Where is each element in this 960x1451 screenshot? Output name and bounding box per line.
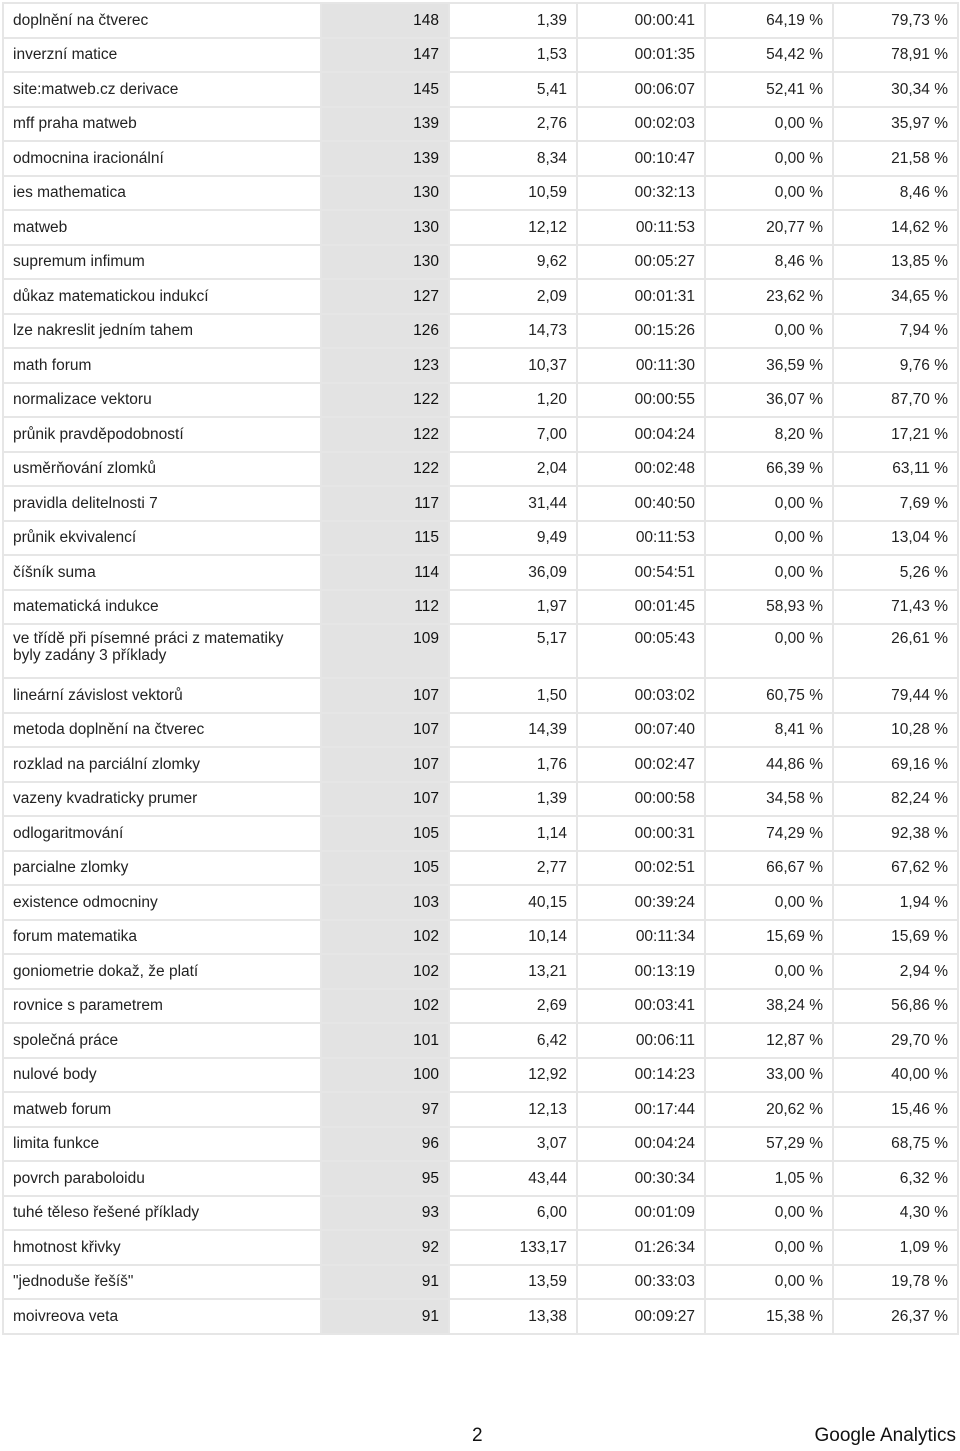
visits-cell: 127 [321, 279, 449, 314]
bounce-rate-cell: 30,34 % [833, 72, 958, 107]
visits-cell: 101 [321, 1023, 449, 1058]
table-row [3, 3, 958, 38]
bounce-rate-cell: 40,00 % [833, 1058, 958, 1093]
pages-per-visit-cell: 2,77 [449, 851, 577, 886]
bounce-rate-cell: 35,97 % [833, 107, 958, 142]
table-row [3, 38, 958, 73]
new-visits-cell: 36,07 % [705, 383, 833, 418]
visits-cell: 148 [321, 3, 449, 38]
visits-cell: 107 [321, 713, 449, 748]
visits-cell: 122 [321, 417, 449, 452]
keyword-cell: "jednoduše řešíš" [3, 1265, 321, 1300]
table-row [3, 1230, 958, 1265]
new-visits-cell: 52,41 % [705, 72, 833, 107]
visits-cell: 123 [321, 348, 449, 383]
visits-cell: 126 [321, 314, 449, 349]
new-visits-cell: 15,69 % [705, 920, 833, 955]
keyword-cell: metoda doplnění na čtverec [3, 713, 321, 748]
bounce-rate-cell: 56,86 % [833, 989, 958, 1024]
table-body [3, 3, 958, 1334]
pages-per-visit-cell: 36,09 [449, 555, 577, 590]
pages-per-visit-cell: 3,07 [449, 1127, 577, 1162]
new-visits-cell: 8,46 % [705, 245, 833, 280]
keyword-cell: normalizace vektoru [3, 383, 321, 418]
avg-duration-cell: 00:54:51 [577, 555, 705, 590]
visits-cell: 115 [321, 521, 449, 556]
avg-duration-cell: 00:05:43 [577, 624, 705, 678]
pages-per-visit-cell: 8,34 [449, 141, 577, 176]
keyword-cell: odmocnina iracionální [3, 141, 321, 176]
bounce-rate-cell: 7,94 % [833, 314, 958, 349]
table-row [3, 279, 958, 314]
keyword-cell: goniometrie dokaž, že platí [3, 954, 321, 989]
avg-duration-cell: 00:00:41 [577, 3, 705, 38]
table-row [3, 452, 958, 487]
avg-duration-cell: 00:00:55 [577, 383, 705, 418]
new-visits-cell: 38,24 % [705, 989, 833, 1024]
avg-duration-cell: 00:13:19 [577, 954, 705, 989]
keyword-cell: forum matematika [3, 920, 321, 955]
table-row [3, 383, 958, 418]
visits-cell: 103 [321, 885, 449, 920]
table-row [3, 348, 958, 383]
table-row [3, 521, 958, 556]
pages-per-visit-cell: 7,00 [449, 417, 577, 452]
table-row [3, 989, 958, 1024]
bounce-rate-cell: 68,75 % [833, 1127, 958, 1162]
avg-duration-cell: 00:09:27 [577, 1299, 705, 1334]
visits-cell: 147 [321, 38, 449, 73]
bounce-rate-cell: 13,85 % [833, 245, 958, 280]
footer-brand: Google Analytics [814, 1425, 956, 1446]
keyword-cell: matweb [3, 210, 321, 245]
visits-cell: 102 [321, 920, 449, 955]
bounce-rate-cell: 63,11 % [833, 452, 958, 487]
keyword-cell: matweb forum [3, 1092, 321, 1127]
bounce-rate-cell: 9,76 % [833, 348, 958, 383]
pages-per-visit-cell: 1,39 [449, 782, 577, 817]
table-row [3, 72, 958, 107]
table-row [3, 1058, 958, 1093]
avg-duration-cell: 00:00:31 [577, 816, 705, 851]
new-visits-cell: 0,00 % [705, 555, 833, 590]
table-row [3, 590, 958, 625]
table-row [3, 486, 958, 521]
bounce-rate-cell: 29,70 % [833, 1023, 958, 1058]
pages-per-visit-cell: 5,41 [449, 72, 577, 107]
keyword-cell: limita funkce [3, 1127, 321, 1162]
table-row [3, 245, 958, 280]
keyword-cell: lze nakreslit jedním tahem [3, 314, 321, 349]
avg-duration-cell: 00:40:50 [577, 486, 705, 521]
table-row [3, 816, 958, 851]
visits-cell: 122 [321, 383, 449, 418]
new-visits-cell: 57,29 % [705, 1127, 833, 1162]
bounce-rate-cell: 78,91 % [833, 38, 958, 73]
new-visits-cell: 20,62 % [705, 1092, 833, 1127]
bounce-rate-cell: 67,62 % [833, 851, 958, 886]
new-visits-cell: 0,00 % [705, 176, 833, 211]
new-visits-cell: 8,20 % [705, 417, 833, 452]
new-visits-cell: 36,59 % [705, 348, 833, 383]
keyword-cell: mff praha matweb [3, 107, 321, 142]
table-row [3, 1161, 958, 1196]
bounce-rate-cell: 69,16 % [833, 747, 958, 782]
visits-cell: 91 [321, 1265, 449, 1300]
new-visits-cell: 34,58 % [705, 782, 833, 817]
keyword-cell: průnik ekvivalencí [3, 521, 321, 556]
keyword-cell: math forum [3, 348, 321, 383]
bounce-rate-cell: 13,04 % [833, 521, 958, 556]
new-visits-cell: 66,39 % [705, 452, 833, 487]
avg-duration-cell: 00:06:11 [577, 1023, 705, 1058]
bounce-rate-cell: 71,43 % [833, 590, 958, 625]
table-row [3, 713, 958, 748]
avg-duration-cell: 00:11:30 [577, 348, 705, 383]
pages-per-visit-cell: 31,44 [449, 486, 577, 521]
table-row [3, 747, 958, 782]
keyword-cell: hmotnost křivky [3, 1230, 321, 1265]
avg-duration-cell: 00:04:24 [577, 417, 705, 452]
bounce-rate-cell: 1,09 % [833, 1230, 958, 1265]
bounce-rate-cell: 19,78 % [833, 1265, 958, 1300]
bounce-rate-cell: 10,28 % [833, 713, 958, 748]
keyword-cell: existence odmocniny [3, 885, 321, 920]
page-number: 2 [472, 1425, 483, 1446]
keyword-cell: site:matweb.cz derivace [3, 72, 321, 107]
new-visits-cell: 0,00 % [705, 107, 833, 142]
bounce-rate-cell: 17,21 % [833, 417, 958, 452]
keyword-cell: průnik pravděpodobností [3, 417, 321, 452]
keyword-cell: důkaz matematickou indukcí [3, 279, 321, 314]
avg-duration-cell: 00:11:53 [577, 521, 705, 556]
new-visits-cell: 0,00 % [705, 1230, 833, 1265]
visits-cell: 130 [321, 245, 449, 280]
pages-per-visit-cell: 9,62 [449, 245, 577, 280]
new-visits-cell: 20,77 % [705, 210, 833, 245]
new-visits-cell: 64,19 % [705, 3, 833, 38]
pages-per-visit-cell: 1,50 [449, 678, 577, 713]
bounce-rate-cell: 82,24 % [833, 782, 958, 817]
keyword-cell: číšník suma [3, 555, 321, 590]
avg-duration-cell: 01:26:34 [577, 1230, 705, 1265]
avg-duration-cell: 00:01:31 [577, 279, 705, 314]
new-visits-cell: 0,00 % [705, 486, 833, 521]
avg-duration-cell: 00:11:53 [577, 210, 705, 245]
bounce-rate-cell: 15,69 % [833, 920, 958, 955]
pages-per-visit-cell: 10,37 [449, 348, 577, 383]
table-row [3, 1023, 958, 1058]
bounce-rate-cell: 7,69 % [833, 486, 958, 521]
visits-cell: 145 [321, 72, 449, 107]
avg-duration-cell: 00:02:48 [577, 452, 705, 487]
pages-per-visit-cell: 10,59 [449, 176, 577, 211]
bounce-rate-cell: 6,32 % [833, 1161, 958, 1196]
visits-cell: 107 [321, 747, 449, 782]
avg-duration-cell: 00:03:41 [577, 989, 705, 1024]
visits-cell: 91 [321, 1299, 449, 1334]
pages-per-visit-cell: 1,20 [449, 383, 577, 418]
keyword-cell: nulové body [3, 1058, 321, 1093]
bounce-rate-cell: 5,26 % [833, 555, 958, 590]
bounce-rate-cell: 4,30 % [833, 1196, 958, 1231]
pages-per-visit-cell: 12,92 [449, 1058, 577, 1093]
keyword-cell: supremum infimum [3, 245, 321, 280]
pages-per-visit-cell: 13,38 [449, 1299, 577, 1334]
new-visits-cell: 66,67 % [705, 851, 833, 886]
new-visits-cell: 54,42 % [705, 38, 833, 73]
bounce-rate-cell: 87,70 % [833, 383, 958, 418]
visits-cell: 96 [321, 1127, 449, 1162]
page-footer [0, 1425, 960, 1451]
visits-cell: 130 [321, 176, 449, 211]
keyword-cell: lineární závislost vektorů [3, 678, 321, 713]
new-visits-cell: 58,93 % [705, 590, 833, 625]
pages-per-visit-cell: 9,49 [449, 521, 577, 556]
new-visits-cell: 8,41 % [705, 713, 833, 748]
avg-duration-cell: 00:00:58 [577, 782, 705, 817]
keyword-cell: společná práce [3, 1023, 321, 1058]
avg-duration-cell: 00:10:47 [577, 141, 705, 176]
new-visits-cell: 33,00 % [705, 1058, 833, 1093]
bounce-rate-cell: 92,38 % [833, 816, 958, 851]
table-row [3, 210, 958, 245]
new-visits-cell: 23,62 % [705, 279, 833, 314]
bounce-rate-cell: 2,94 % [833, 954, 958, 989]
bounce-rate-cell: 14,62 % [833, 210, 958, 245]
table-row [3, 782, 958, 817]
pages-per-visit-cell: 10,14 [449, 920, 577, 955]
pages-per-visit-cell: 14,73 [449, 314, 577, 349]
keyword-cell: inverzní matice [3, 38, 321, 73]
bounce-rate-cell: 21,58 % [833, 141, 958, 176]
visits-cell: 93 [321, 1196, 449, 1231]
keyword-cell: ve třídě při písemné práci z matematiky byly zadány 3 příklady [3, 624, 321, 678]
table-row [3, 920, 958, 955]
avg-duration-cell: 00:07:40 [577, 713, 705, 748]
new-visits-cell: 1,05 % [705, 1161, 833, 1196]
pages-per-visit-cell: 1,14 [449, 816, 577, 851]
avg-duration-cell: 00:02:51 [577, 851, 705, 886]
table-row [3, 1127, 958, 1162]
pages-per-visit-cell: 14,39 [449, 713, 577, 748]
avg-duration-cell: 00:01:35 [577, 38, 705, 73]
avg-duration-cell: 00:32:13 [577, 176, 705, 211]
pages-per-visit-cell: 13,21 [449, 954, 577, 989]
keyword-cell: pravidla delitelnosti 7 [3, 486, 321, 521]
pages-per-visit-cell: 2,04 [449, 452, 577, 487]
visits-cell: 102 [321, 989, 449, 1024]
avg-duration-cell: 00:05:27 [577, 245, 705, 280]
table-row [3, 555, 958, 590]
new-visits-cell: 15,38 % [705, 1299, 833, 1334]
visits-cell: 105 [321, 851, 449, 886]
pages-per-visit-cell: 13,59 [449, 1265, 577, 1300]
table-row [3, 1196, 958, 1231]
table-row [3, 624, 958, 678]
visits-cell: 139 [321, 141, 449, 176]
avg-duration-cell: 00:14:23 [577, 1058, 705, 1093]
bounce-rate-cell: 34,65 % [833, 279, 958, 314]
new-visits-cell: 0,00 % [705, 141, 833, 176]
bounce-rate-cell: 8,46 % [833, 176, 958, 211]
avg-duration-cell: 00:04:24 [577, 1127, 705, 1162]
pages-per-visit-cell: 1,76 [449, 747, 577, 782]
visits-cell: 92 [321, 1230, 449, 1265]
avg-duration-cell: 00:17:44 [577, 1092, 705, 1127]
new-visits-cell: 74,29 % [705, 816, 833, 851]
new-visits-cell: 0,00 % [705, 1196, 833, 1231]
table-row [3, 885, 958, 920]
visits-cell: 102 [321, 954, 449, 989]
visits-cell: 112 [321, 590, 449, 625]
avg-duration-cell: 00:01:45 [577, 590, 705, 625]
pages-per-visit-cell: 6,42 [449, 1023, 577, 1058]
visits-cell: 139 [321, 107, 449, 142]
bounce-rate-cell: 1,94 % [833, 885, 958, 920]
pages-per-visit-cell: 2,76 [449, 107, 577, 142]
keyword-cell: usměrňování zlomků [3, 452, 321, 487]
keyword-cell: moivreova veta [3, 1299, 321, 1334]
visits-cell: 95 [321, 1161, 449, 1196]
bounce-rate-cell: 79,73 % [833, 3, 958, 38]
keyword-stats-table [2, 2, 959, 1335]
visits-cell: 122 [321, 452, 449, 487]
pages-per-visit-cell: 43,44 [449, 1161, 577, 1196]
avg-duration-cell: 00:01:09 [577, 1196, 705, 1231]
pages-per-visit-cell: 1,97 [449, 590, 577, 625]
avg-duration-cell: 00:06:07 [577, 72, 705, 107]
pages-per-visit-cell: 12,13 [449, 1092, 577, 1127]
visits-cell: 105 [321, 816, 449, 851]
pages-per-visit-cell: 5,17 [449, 624, 577, 678]
visits-cell: 109 [321, 624, 449, 678]
pages-per-visit-cell: 2,69 [449, 989, 577, 1024]
keyword-cell: odlogaritmování [3, 816, 321, 851]
new-visits-cell: 44,86 % [705, 747, 833, 782]
bounce-rate-cell: 15,46 % [833, 1092, 958, 1127]
avg-duration-cell: 00:33:03 [577, 1265, 705, 1300]
pages-per-visit-cell: 1,53 [449, 38, 577, 73]
table-row [3, 678, 958, 713]
keyword-cell: doplnění na čtverec [3, 3, 321, 38]
bounce-rate-cell: 26,37 % [833, 1299, 958, 1334]
pages-per-visit-cell: 1,39 [449, 3, 577, 38]
new-visits-cell: 0,00 % [705, 885, 833, 920]
table-row [3, 851, 958, 886]
table-row [3, 141, 958, 176]
visits-cell: 100 [321, 1058, 449, 1093]
table-row [3, 176, 958, 211]
table-row [3, 1265, 958, 1300]
bounce-rate-cell: 26,61 % [833, 624, 958, 678]
avg-duration-cell: 00:11:34 [577, 920, 705, 955]
visits-cell: 97 [321, 1092, 449, 1127]
keyword-cell: ies mathematica [3, 176, 321, 211]
keyword-cell: rozklad na parciální zlomky [3, 747, 321, 782]
keyword-cell: rovnice s parametrem [3, 989, 321, 1024]
table-row [3, 107, 958, 142]
pages-per-visit-cell: 40,15 [449, 885, 577, 920]
new-visits-cell: 0,00 % [705, 624, 833, 678]
new-visits-cell: 60,75 % [705, 678, 833, 713]
avg-duration-cell: 00:39:24 [577, 885, 705, 920]
new-visits-cell: 0,00 % [705, 314, 833, 349]
table-row [3, 1092, 958, 1127]
table-row [3, 1299, 958, 1334]
avg-duration-cell: 00:15:26 [577, 314, 705, 349]
avg-duration-cell: 00:03:02 [577, 678, 705, 713]
avg-duration-cell: 00:02:03 [577, 107, 705, 142]
new-visits-cell: 0,00 % [705, 521, 833, 556]
visits-cell: 107 [321, 678, 449, 713]
keyword-cell: povrch paraboloidu [3, 1161, 321, 1196]
visits-cell: 114 [321, 555, 449, 590]
pages-per-visit-cell: 6,00 [449, 1196, 577, 1231]
pages-per-visit-cell: 2,09 [449, 279, 577, 314]
visits-cell: 117 [321, 486, 449, 521]
new-visits-cell: 0,00 % [705, 1265, 833, 1300]
keyword-cell: tuhé těleso řešené příklady [3, 1196, 321, 1231]
new-visits-cell: 0,00 % [705, 954, 833, 989]
visits-cell: 107 [321, 782, 449, 817]
new-visits-cell: 12,87 % [705, 1023, 833, 1058]
keyword-cell: matematická indukce [3, 590, 321, 625]
avg-duration-cell: 00:02:47 [577, 747, 705, 782]
visits-cell: 130 [321, 210, 449, 245]
avg-duration-cell: 00:30:34 [577, 1161, 705, 1196]
table-row [3, 417, 958, 452]
table-row [3, 314, 958, 349]
bounce-rate-cell: 79,44 % [833, 678, 958, 713]
pages-per-visit-cell: 12,12 [449, 210, 577, 245]
pages-per-visit-cell: 133,17 [449, 1230, 577, 1265]
table-row [3, 954, 958, 989]
keyword-cell: parcialne zlomky [3, 851, 321, 886]
keyword-cell: vazeny kvadraticky prumer [3, 782, 321, 817]
